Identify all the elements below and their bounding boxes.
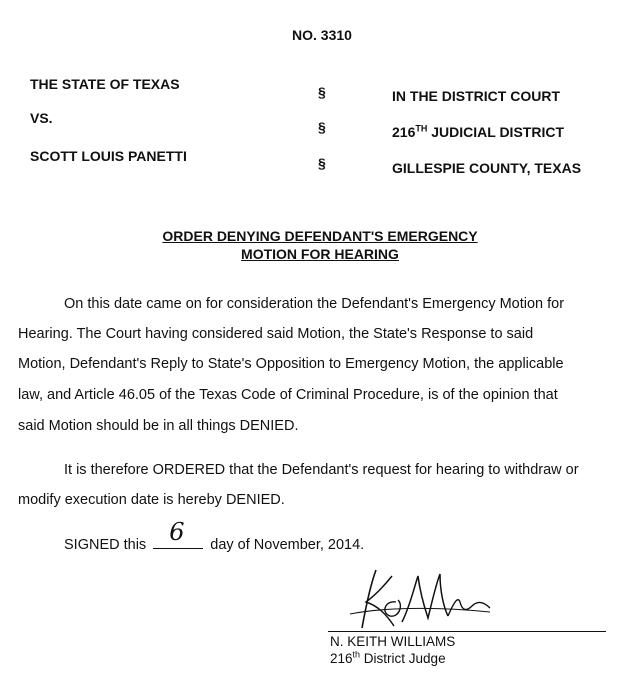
caption-district: 216TH JUDICIAL DISTRICT: [392, 123, 564, 140]
signed-line: [64, 518, 365, 560]
body-p1-line4: law, and Article 46.05 of the Texas Code of Criminal Procedure, is of the opinion that: [18, 387, 558, 403]
order-title-line1: ORDER DENYING DEFENDANT'S EMERGENCY: [162, 228, 478, 244]
body-p1-line2: Hearing. The Court having considered said Motion, the State's Response to said: [18, 326, 534, 342]
body-p1-line5: said Motion should be in all things DENIED.: [18, 418, 299, 434]
signed-day-handwritten: 6: [169, 518, 185, 546]
signature-line: [328, 631, 606, 632]
body-p1-line1: On this date came on for consideration the Defendant's Emergency Motion for: [64, 296, 565, 312]
signed-day-blank: [153, 518, 203, 549]
caption-defendant: SCOTT LOUIS PANETTI: [30, 148, 187, 164]
section-mark-3: §: [318, 155, 326, 171]
order-title-line2: MOTION FOR HEARING: [241, 246, 399, 262]
judge-signature: [340, 562, 500, 634]
caption-court: IN THE DISTRICT COURT: [392, 88, 560, 104]
case-number: NO. 3310: [292, 27, 352, 43]
judge-name: N. KEITH WILLIAMS: [330, 634, 456, 649]
body-p1-line3: Motion, Defendant's Reply to State's Opposition to Emergency Motion, the applicable: [18, 356, 564, 372]
section-mark-1: §: [318, 84, 326, 100]
judge-title: 216th District Judge: [330, 649, 446, 666]
body-p2-line2: modify execution date is hereby DENIED.: [18, 492, 285, 508]
caption-plaintiff: THE STATE OF TEXAS: [30, 76, 180, 92]
signed-prefix: SIGNED this: [64, 537, 147, 553]
caption-county: GILLESPIE COUNTY, TEXAS: [392, 160, 582, 176]
signed-suffix: day of November, 2014.: [210, 537, 365, 553]
caption-versus: VS.: [30, 110, 53, 126]
body-p2-line1: It is therefore ORDERED that the Defendant's request for hearing to withdraw or: [64, 462, 579, 478]
section-mark-2: §: [318, 119, 326, 135]
